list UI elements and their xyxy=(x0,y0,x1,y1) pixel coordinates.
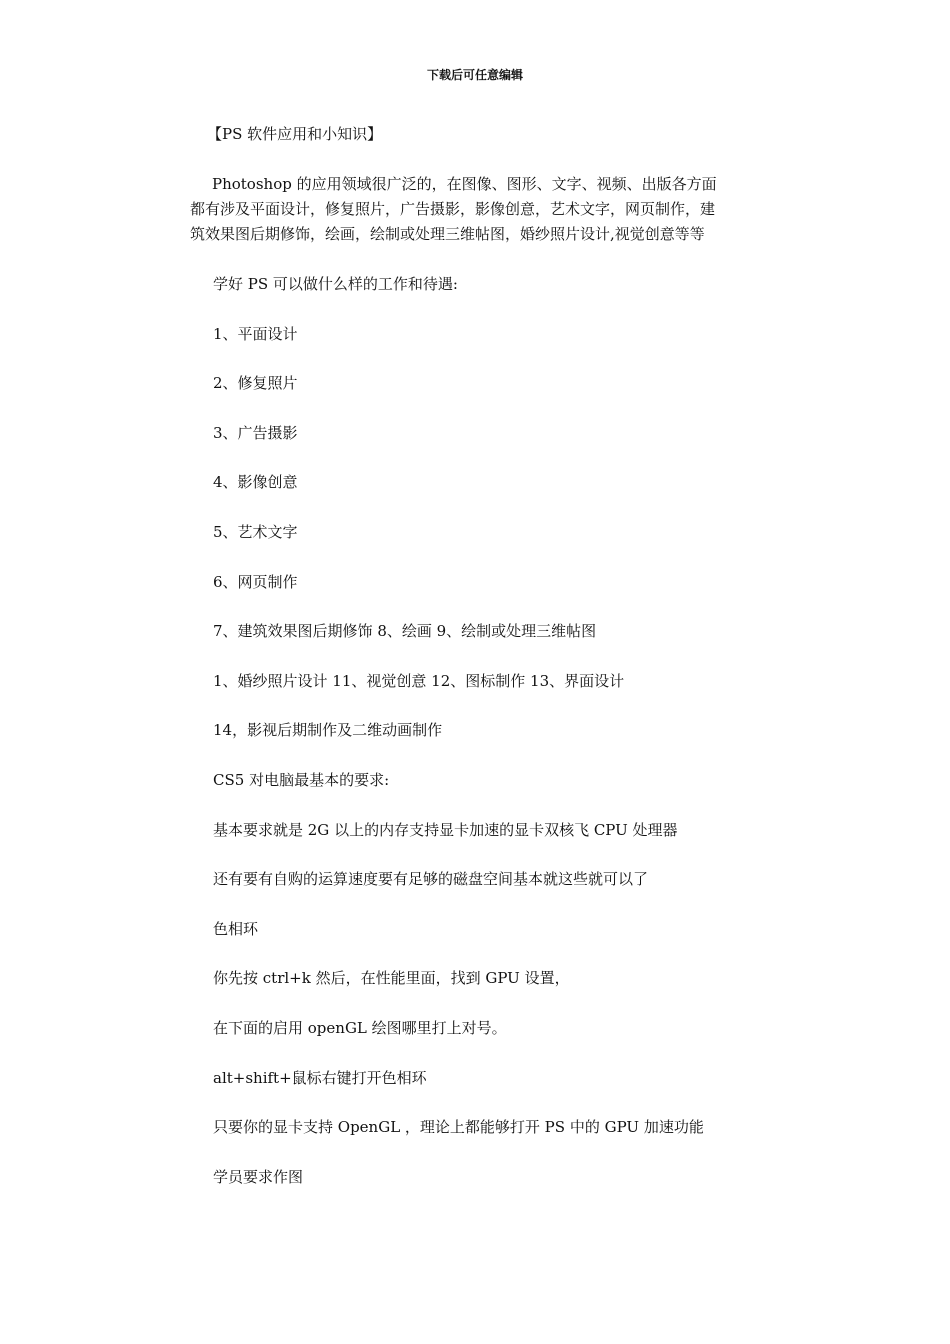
text-line: 在下面的启用 openGL 绘图哪里打上对号。 xyxy=(213,1018,507,1037)
page-header: 下载后可任意编辑 xyxy=(426,68,523,82)
text-line: 学员要求作图 xyxy=(213,1167,304,1186)
intro-line-1: Photoshop 的应用领域很广泛的，在图像、图形、文字、视频、出版各方面 xyxy=(212,175,717,193)
list-item: 2、修复照片 xyxy=(213,374,298,393)
text-line: 只要你的显卡支持 OpenGL ，理论上都能够打开 PS 中的 GPU 加速功能 xyxy=(213,1118,704,1137)
intro-line-3: 筑效果图后期修饰，绘画，绘制或处理三维帖图，婚纱照片设计,视觉创意等等 xyxy=(190,225,705,243)
list-item: 3、广告摄影 xyxy=(213,423,298,442)
text-line: 你先按 ctrl+k 然后，在性能里面，找到 GPU 设置， xyxy=(213,969,570,988)
text-line: CS5 对电脑最基本的要求: xyxy=(213,770,390,789)
text-line: 还有要有自购的运算速度要有足够的磁盘空间基本就这些就可以了 xyxy=(213,870,649,889)
list-item: 14，影视后期制作及二维动画制作 xyxy=(213,721,443,740)
intro-paragraph xyxy=(190,172,788,247)
list-item: 1、平面设计 xyxy=(213,324,298,343)
list-item: 6、网页制作 xyxy=(213,572,298,591)
text-line: alt+shift+鼠标右键打开色相环 xyxy=(213,1068,427,1087)
list-item: 4、影像创意 xyxy=(213,473,298,492)
text-line: 学好 PS 可以做什么样的工作和待遇: xyxy=(213,275,458,293)
text-line: 基本要求就是 2G 以上的内存支持显卡加速的显卡双核飞 CPU 处理器 xyxy=(213,820,678,839)
intro-line-2: 都有涉及平面设计，修复照片，广告摄影，影像创意，艺术文字，网页制作，建 xyxy=(190,200,716,218)
document-title: 【PS 软件应用和小知识】 xyxy=(207,125,383,143)
list-item: 1、婚纱照片设计 11、视觉创意 12、图标制作 13、界面设计 xyxy=(213,671,625,690)
list-item: 7、建筑效果图后期修饰 8、绘画 9、绘制或处理三维帖图 xyxy=(213,622,597,641)
text-line: 色相环 xyxy=(213,919,259,938)
document-body xyxy=(190,122,773,1214)
list-item: 5、艺术文字 xyxy=(213,522,298,541)
